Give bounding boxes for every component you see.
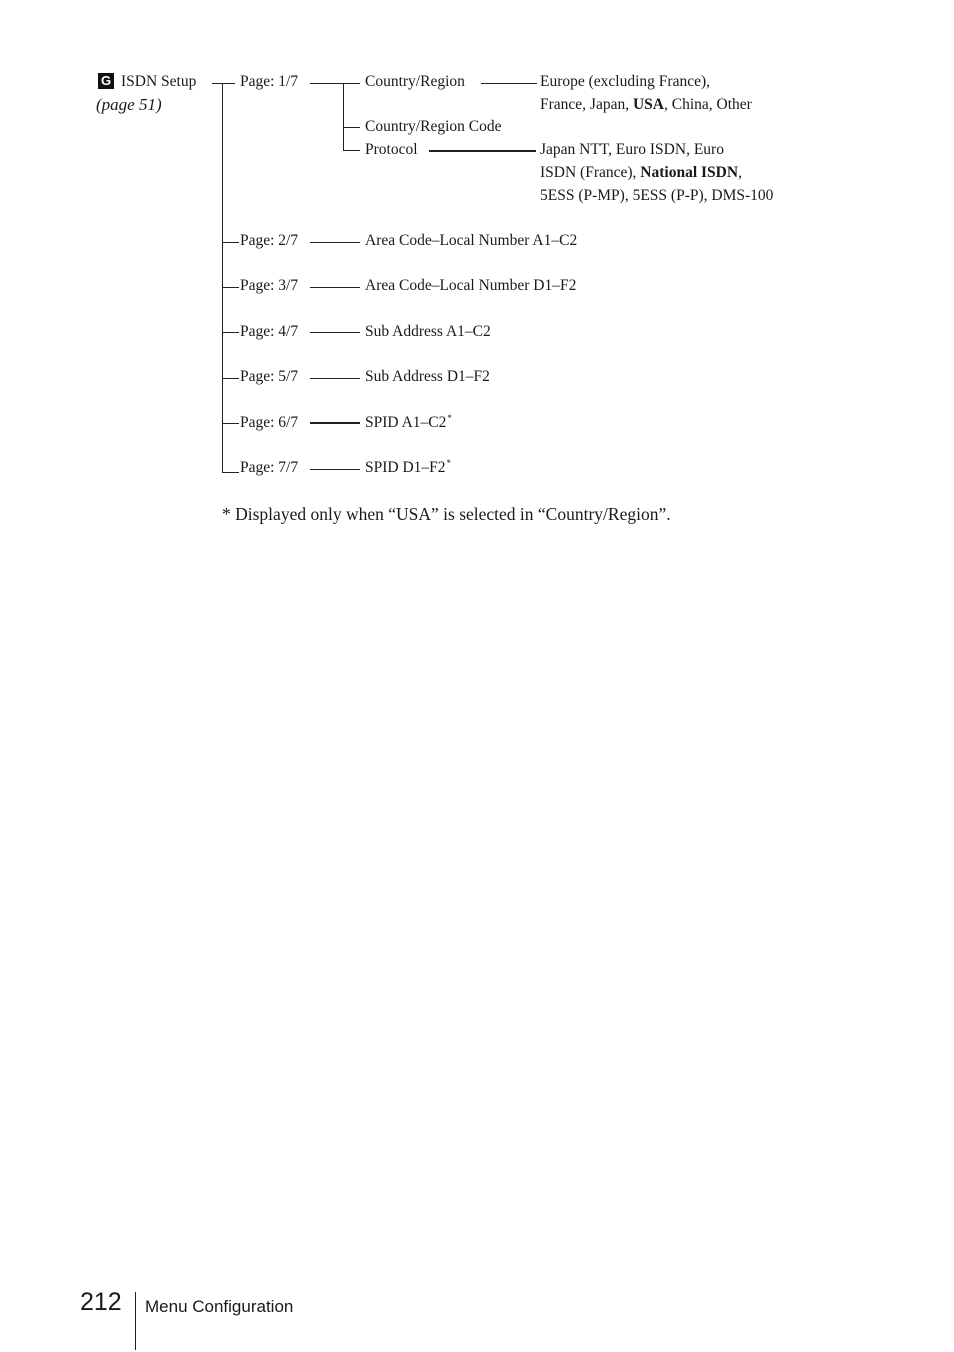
page-reference: (page 51)	[96, 95, 162, 114]
page-7-tick	[222, 472, 239, 473]
page-1-connector	[310, 83, 360, 84]
country-region-connector	[481, 83, 537, 84]
page-2-tick	[222, 242, 239, 243]
page-6-connector	[310, 422, 360, 424]
country-region-code-item: Country/Region Code	[365, 118, 502, 135]
protocol-item: Protocol	[365, 141, 418, 158]
page-2-item: Area Code–Local Number A1–C2	[365, 232, 578, 249]
root-connector	[212, 83, 235, 84]
footer-divider	[135, 1292, 136, 1350]
page-4-item: Sub Address A1–C2	[365, 323, 491, 340]
page-4-label: Page: 4/7	[240, 323, 299, 340]
page-3-label: Page: 3/7	[240, 277, 299, 294]
country-code-connector	[343, 127, 360, 128]
page-4-connector	[310, 332, 360, 333]
page-6-label: Page: 6/7	[240, 414, 299, 431]
page-number: 212	[80, 1288, 122, 1316]
page-5-connector	[310, 378, 360, 379]
page-4-tick	[222, 332, 239, 333]
section-title: ISDN Setup	[121, 73, 197, 90]
country-region-item: Country/Region	[365, 73, 465, 90]
page-7-connector	[310, 469, 360, 470]
page-3-item: Area Code–Local Number D1–F2	[365, 277, 577, 294]
protocol-branch-connector	[343, 150, 360, 151]
page-3-connector	[310, 287, 360, 288]
page-1-branch-line	[343, 83, 344, 150]
footer-section-title: Menu Configuration	[145, 1297, 294, 1316]
country-default-value: USA	[632, 96, 664, 113]
asterisk-mark: *	[447, 413, 452, 423]
protocol-options-line1: Japan NTT, Euro ISDN, Euro	[540, 141, 724, 158]
page-3-tick	[222, 287, 239, 288]
section-letter-badge: G	[98, 73, 114, 89]
country-options-line1: Europe (excluding France),	[540, 73, 711, 90]
asterisk-mark: *	[446, 458, 452, 468]
page-5-tick	[222, 378, 239, 379]
page-7-item: SPID D1–F2*	[365, 458, 452, 476]
country-options-line2: France, Japan, USA, China, Other	[540, 96, 752, 113]
page-6-tick	[222, 423, 239, 424]
page-2-connector	[310, 242, 360, 243]
protocol-options-line2: ISDN (France), National ISDN,	[540, 164, 742, 181]
page-5-label: Page: 5/7	[240, 368, 299, 385]
pages-trunk-line	[222, 83, 223, 473]
page-6-item: SPID A1–C2*	[365, 413, 452, 431]
protocol-options-line3: 5ESS (P-MP), 5ESS (P-P), DMS-100	[540, 187, 774, 204]
page-5-item: Sub Address D1–F2	[365, 368, 490, 385]
footnote: * Displayed only when “USA” is selected in “Country/Region”.	[222, 504, 671, 524]
page-7-label: Page: 7/7	[240, 459, 299, 476]
protocol-connector	[429, 150, 536, 152]
page-1-label: Page: 1/7	[240, 73, 299, 90]
protocol-default-value: National ISDN	[640, 164, 739, 181]
page-2-label: Page: 2/7	[240, 232, 299, 249]
